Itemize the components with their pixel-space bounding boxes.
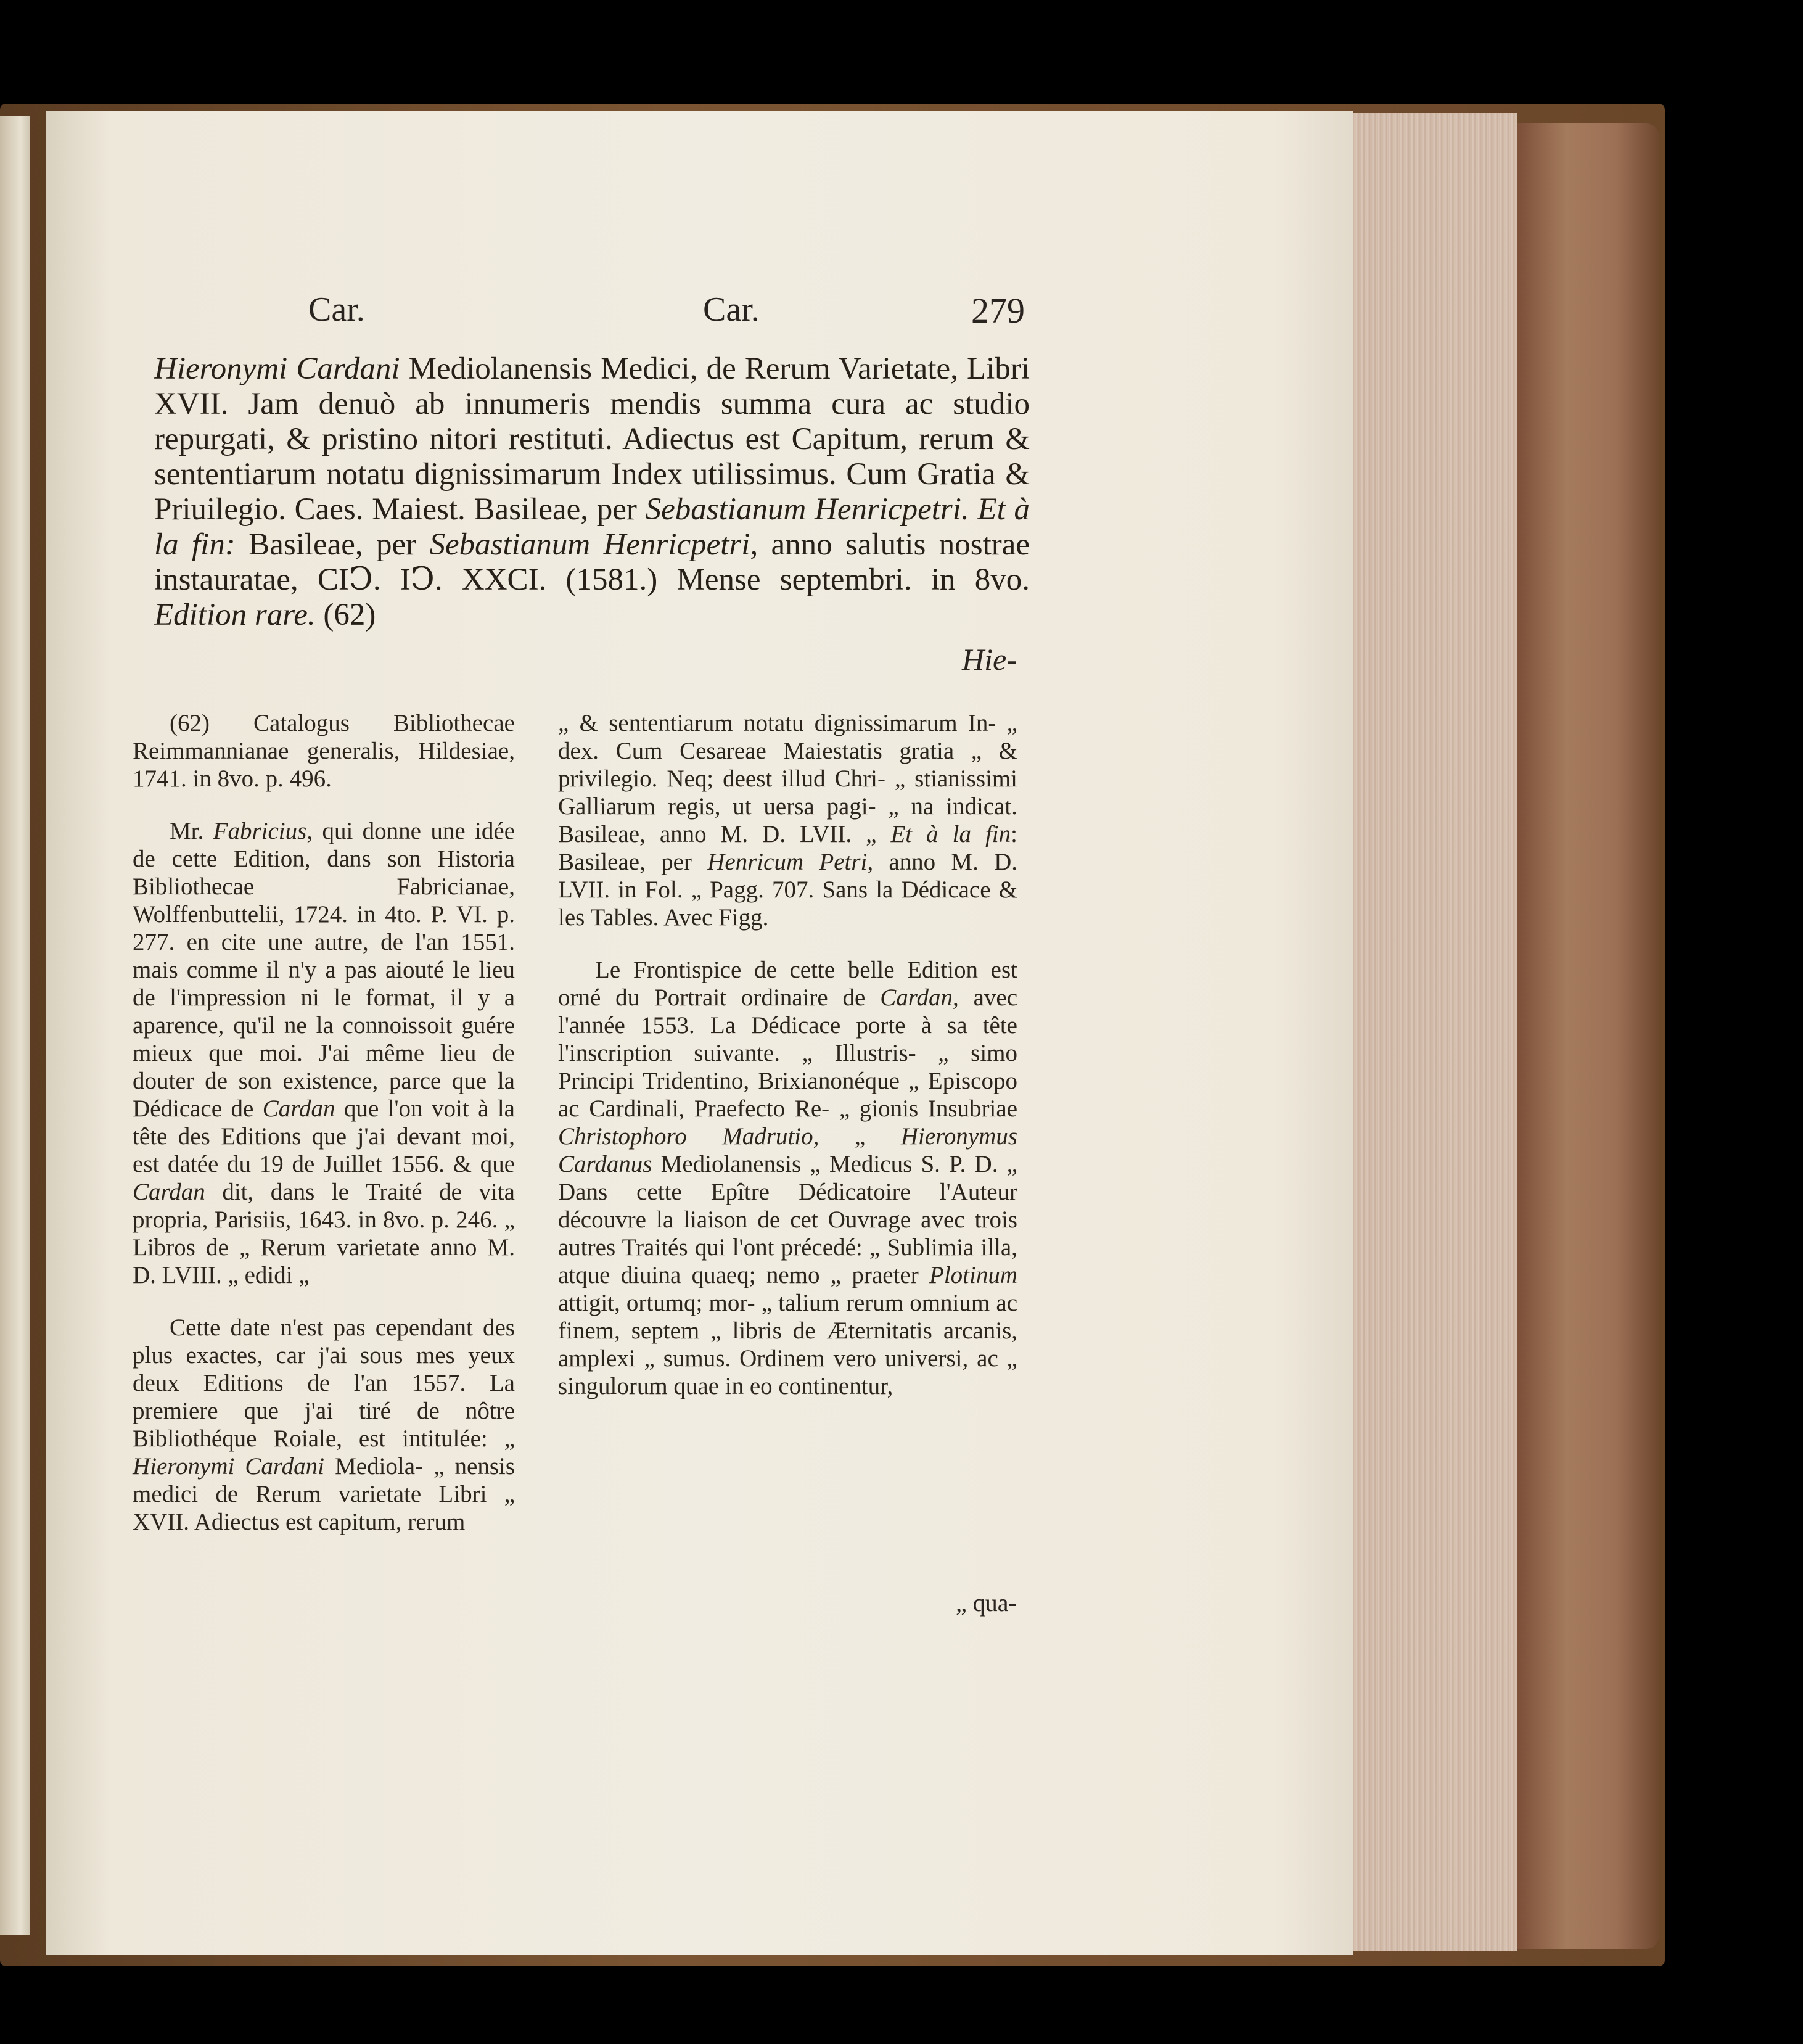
entry-edition-note: Edition rare. (154, 598, 316, 632)
entry-printer-2: Sebastianum Henricpetri, (429, 527, 758, 562)
left-column (133, 709, 515, 1560)
text-run: „ & sententiarum notatu dignissimarum In- „ dex. Cum Cesareae Maiestatis gratia „ & privilegio. Neq; deest illud Chri- „ stianissimi Galliarum regis, ut uersa pagi- „ na indicat. Basileae, anno M. D. LVII. „ (558, 710, 1017, 847)
catchword-top: Hie- (962, 642, 1017, 677)
running-head-center: Car. (703, 291, 760, 329)
text-run: Mediolanensis „ Medicus S. P. D. „ Dans cette Epître Dédicatoire l'Auteur découvre la liaison de cet Ouvrage avec trois autres Traités qui l'ont précedé: „ Sublimia illa, atque diuina quaeq; nemo „ praeter (558, 1151, 1017, 1288)
text-run: , qui donne une idée de cette Edition, dans son Historia Bibliothecae Fabricianae, Wolffenbuttelii, 1724. in 4to. P. VI. p. 277. en cite une autre, de l'an 1551. mais comme il n'y a pas aiouté le lieu de l'impression ni le format, il y a aparence, qu'il ne la connoissoit guére mieux que moi. J'ai même lieu de douter de son existence, parce que la Dédicace de (133, 818, 515, 1122)
text-run: anno M. D. LVII. in Fol. „ Pagg. 707. Sans la Dédicace & les Tables. Avec Figg. (558, 849, 1018, 931)
title-italic: Hieronymi Cardani (133, 1453, 325, 1480)
page-block-edge (1338, 113, 1517, 1951)
running-head-left: Car. (308, 291, 365, 329)
back-cover-edge (1517, 123, 1659, 1949)
entry-text-3: anno salutis nostrae instauratae, CIↃ. IↃ. XXCI. (1581.) Mense septembri. in 8vo. (154, 527, 1030, 597)
text-run: Mr. (170, 818, 213, 844)
text-run: Cette date n'est pas cependant des plus exactes, car j'ai sous mes yeux deux Editions de l'an 1557. La premiere que j'ai tiré de nôtre Bibliothéque Roiale, est intitulée: „ (133, 1314, 515, 1452)
printer-italic: Henricum Petri, (707, 849, 874, 875)
text-run: : Basileae, per (558, 821, 1017, 875)
left-page-edge (0, 116, 30, 1935)
name-fabricius: Fabricius (213, 818, 307, 844)
name-cardan: Cardan (262, 1095, 335, 1122)
bibliographic-entry (154, 352, 1030, 633)
entry-author: Hieronymi Cardani (154, 352, 400, 386)
text-run: „ (819, 1123, 901, 1150)
entry-at-end: Et à la fin: (154, 492, 1030, 562)
catchword-bottom: „ qua- (956, 1589, 1017, 1617)
page-number: 279 (971, 291, 1025, 331)
entry-text-1: Mediolanensis Medici, de Rerum Varietate, Libri XVII. Jam denuò ab innumeris mendis summa cura ac studio repurgati, & pristino nitori restituti. Adiectus est Capitum, rerum & sententiarum notatu dignissimarum Index utilissimus. Cum Gratia & Priuilegio. Caes. Maiest. Basileae, per (154, 352, 1030, 527)
text-run: dit, dans le Traité de vita propria, Parisiis, 1643. in 8vo. p. 246. „ Libros de „ Rerum varietate anno M. D. LVIII. „ edidi „ (133, 1179, 515, 1288)
right-column (558, 709, 1017, 1425)
text-run: que l'on voit à la tête des Editions que j'ai devant moi, est datée du 19 de Juillet 1556. & que (133, 1095, 515, 1177)
right-paragraph-2 (558, 956, 1017, 1400)
left-paragraph-2 (133, 1314, 515, 1536)
text-run: Le Frontispice de cette belle Edition est orné du Portrait ordinaire de (558, 957, 1017, 1011)
text-run: avec l'année 1553. La Dédicace porte à sa tête l'inscription suivante. „ Illustris- „ simo Principi Tridentino, Brixianonéque „ Episcopo ac Cardinali, Praefecto Re- „ gionis Insubriae (558, 984, 1018, 1122)
name-hieronymus: Hieronymus Cardanus (558, 1123, 1018, 1177)
name-madrutio: Christophoro Madrutio, (558, 1123, 819, 1150)
text-run: Mediola- „ nensis medici de Rerum varietate Libri „ XVII. Adiectus est capitum, rerum (133, 1453, 515, 1535)
name-plotinum: Plotinum (929, 1262, 1017, 1288)
name-cardan: Cardan, (880, 984, 959, 1011)
text-run: attigit, ortumq; mor- „ talium rerum omnium ac finem, septem „ libris de Æternitatis arcanis, amplexi „ sumus. Ordinem vero universi, ac „ singulorum quae in eo continentur, (558, 1290, 1017, 1399)
footnote-62: (62) Catalogus Bibliothecae Reimmannianae generalis, Hildesiae, 1741. in 8vo. p. 496. (133, 710, 515, 792)
name-cardan: Cardan (133, 1179, 205, 1205)
left-paragraph-1 (133, 817, 515, 1289)
entry-text-2: Basileae, per (235, 527, 430, 562)
entry-printer: Sebastianum Henricpetri. (645, 492, 969, 527)
at-end-italic: Et à la fin (890, 821, 1011, 847)
entry-note-ref: (62) (315, 598, 376, 632)
right-paragraph-1 (558, 709, 1017, 931)
